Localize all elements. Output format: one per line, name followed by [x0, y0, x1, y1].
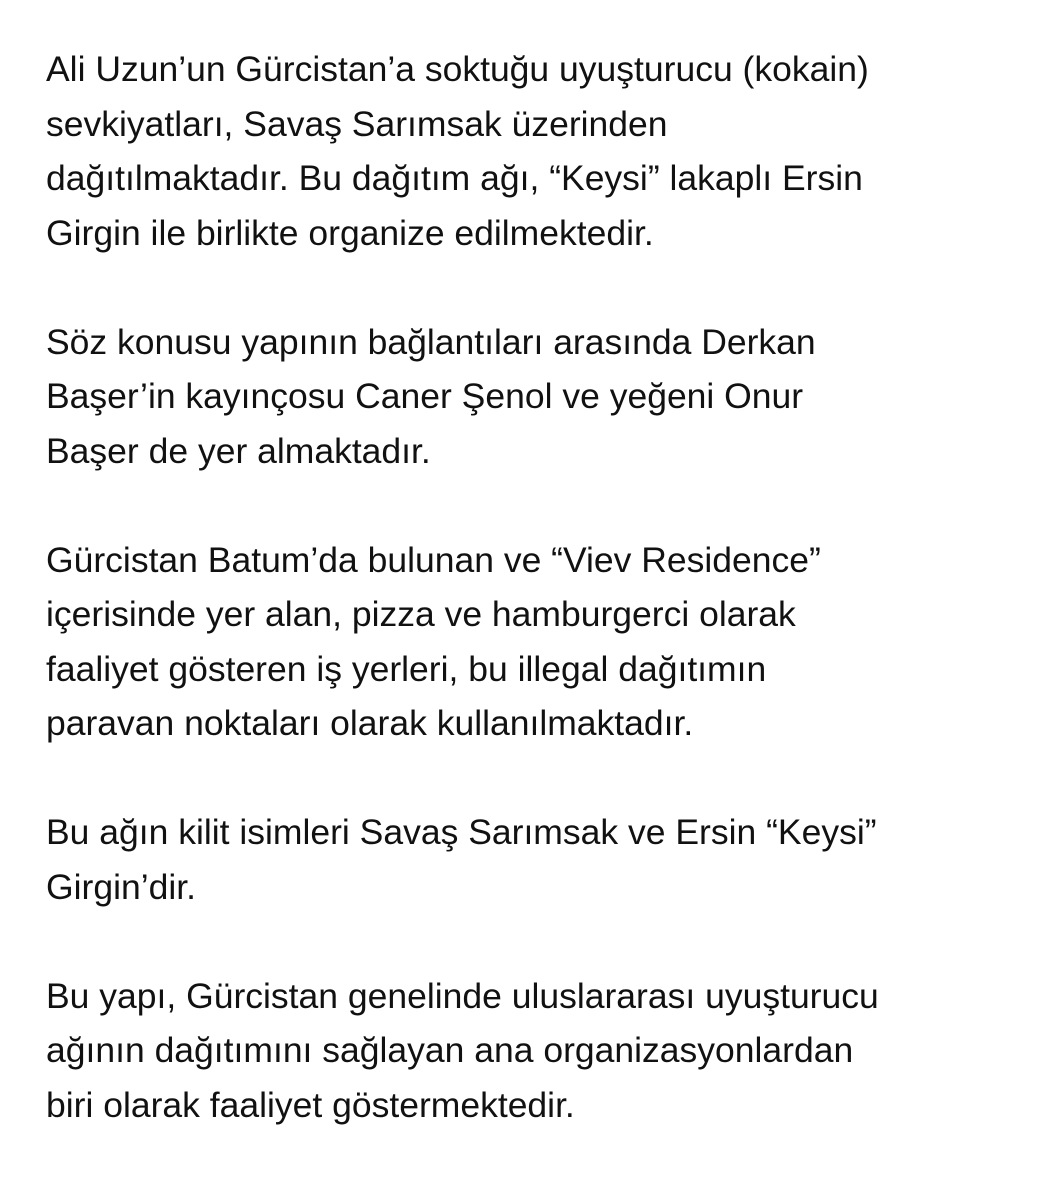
paragraph-4	[46, 805, 1006, 914]
text-line: sevkiyatları, Savaş Sarımsak üzerinden	[46, 103, 668, 144]
paragraph-1	[46, 42, 1006, 260]
text-line: paravan noktaları olarak kullanılmaktadır.	[46, 703, 694, 743]
text-line: Gürcistan Batum’da bulunan ve “Viev Residence”	[46, 539, 821, 580]
text-line: Söz konusu yapının bağlantıları arasında Derkan	[46, 321, 816, 362]
text-line: biri olarak faaliyet göstermektedir.	[46, 1084, 575, 1125]
text-line: ağının dağıtımını sağlayan ana organizasyonlardan	[46, 1030, 854, 1070]
text-line: Ali Uzun’un Gürcistan’a soktuğu uyuşturucu (kokain)	[46, 49, 869, 89]
text-line: Girgin ile birlikte organize edilmektedir.	[46, 212, 654, 253]
paragraph-2	[46, 315, 1006, 479]
text-line: Başer’in kayınçosu Caner Şenol ve yeğeni Onur	[46, 376, 804, 416]
text-line: içerisinde yer alan, pizza ve hamburgerci olarak	[46, 594, 796, 634]
text-line: Başer de yer almaktadır.	[46, 430, 431, 471]
paragraph-5	[46, 969, 1006, 1133]
text-line: Bu yapı, Gürcistan genelinde uluslararası uyuşturucu	[46, 975, 879, 1016]
text-line: Bu ağın kilit isimleri Savaş Sarımsak ve Ersin “Keysi”	[46, 812, 877, 852]
document-body	[46, 42, 1006, 1132]
paragraph-3	[46, 533, 1006, 751]
text-line: faaliyet gösteren iş yerleri, bu illegal dağıtımın	[46, 648, 767, 689]
text-line: Girgin’dir.	[46, 866, 196, 907]
text-line: dağıtılmaktadır. Bu dağıtım ağı, “Keysi” lakaplı Ersin	[46, 158, 863, 198]
